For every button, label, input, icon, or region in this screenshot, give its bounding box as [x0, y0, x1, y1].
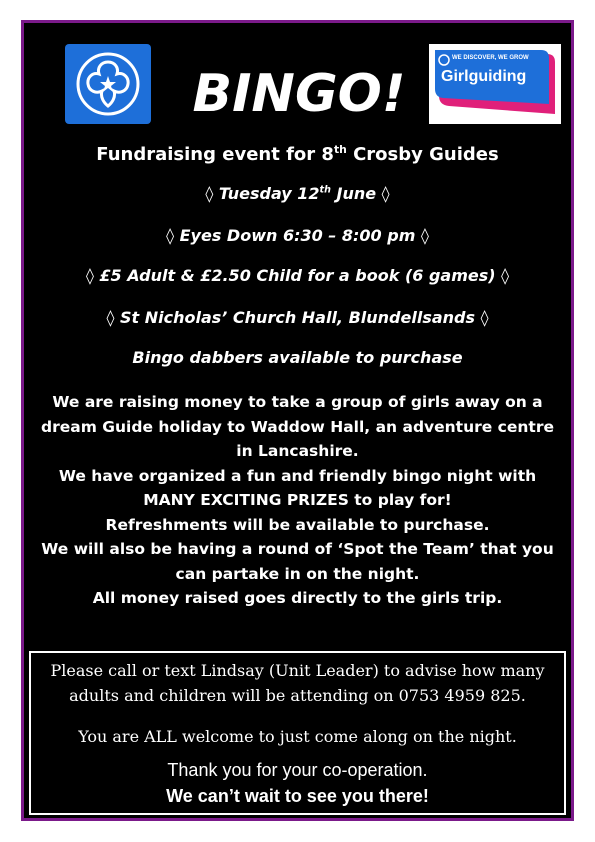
event-heading: [29, 144, 566, 165]
body-para-4: We will also be having a round of ‘Spot the Team’ that you can partake in on the night.: [41, 540, 554, 583]
trefoil-logo: [65, 44, 151, 124]
page-title: BINGO!: [192, 64, 406, 124]
body-para-3: Refreshments will be available to purchase.: [105, 515, 490, 534]
contact-text: Please call or text Lindsay (Unit Leader) to advise how many adults and children will be attending on 0753 4959 825.: [50, 661, 545, 705]
event-time: ◊ Eyes Down 6:30 – 8:00 pm ◊: [166, 226, 429, 245]
girlguiding-name: Girlguiding: [441, 68, 527, 85]
main-panel: [29, 26, 566, 649]
thanks-text: Thank you for your co-operation.: [167, 760, 428, 780]
date-post: June ◊: [330, 184, 390, 203]
dabbers-note: Bingo dabbers available to purchase: [132, 348, 463, 367]
body-para-1: We are raising money to take a group of girls away on a dream Guide holiday to Waddow Hall, an adventure centre in Lancashire.: [41, 393, 554, 460]
event-price: ◊ £5 Adult & £2.50 Child for a book (6 games) ◊: [85, 266, 510, 285]
date-sup: th: [319, 184, 331, 196]
contact-panel: [29, 651, 566, 815]
body-para-2: We have organized a fun and friendly bingo night with MANY EXCITING PRIZES to play for!: [58, 466, 537, 509]
event-venue: ◊ St Nicholas’ Church Hall, Blundellsands ◊: [106, 308, 489, 327]
date-pre: ◊ Tuesday 12: [205, 184, 320, 203]
girlguiding-tagline: WE DISCOVER, WE GROW: [452, 55, 529, 61]
closing-text: We can’t wait to see you there!: [166, 786, 429, 806]
heading-post: Crosby Guides: [346, 144, 499, 165]
girlguiding-logo: [429, 44, 561, 124]
heading-sup: th: [333, 143, 347, 156]
trefoil-icon: [73, 49, 143, 119]
body-text: [37, 390, 558, 611]
heading-pre: Fundraising event for 8: [96, 144, 334, 165]
poster-frame: [21, 20, 574, 821]
body-para-5: All money raised goes directly to the girls trip.: [92, 589, 503, 607]
event-date: [29, 184, 566, 203]
welcome-text: You are ALL welcome to just come along on the night.: [78, 727, 517, 746]
